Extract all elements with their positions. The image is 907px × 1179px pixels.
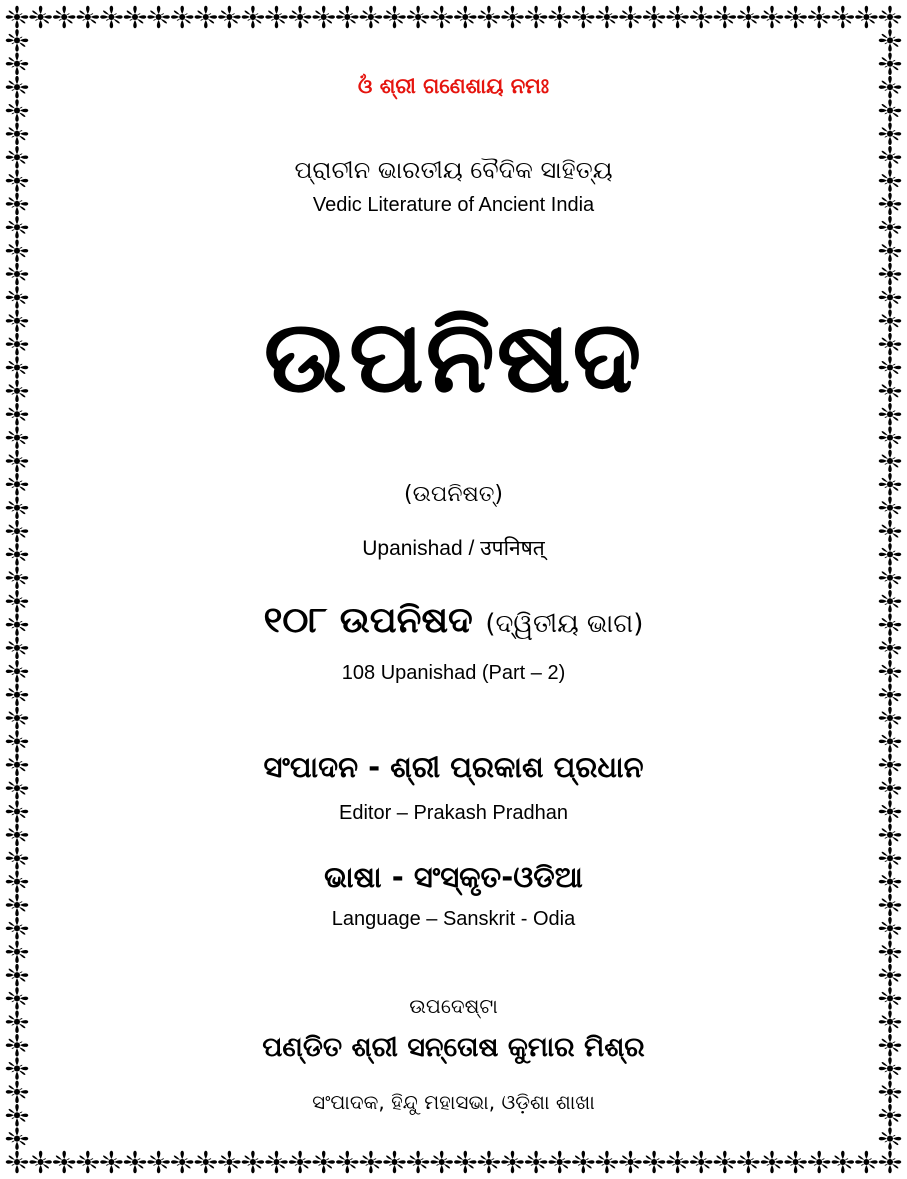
floral-ornament-icon — [879, 824, 902, 847]
floral-ornament-icon — [596, 6, 619, 29]
floral-ornament-icon — [6, 263, 29, 286]
floral-ornament-icon — [879, 1034, 902, 1057]
floral-ornament-icon — [29, 1151, 52, 1174]
floral-ornament-icon — [879, 76, 902, 99]
floral-ornament-icon — [879, 403, 902, 426]
floral-ornament-icon — [879, 660, 902, 683]
floral-ornament-icon — [761, 6, 784, 29]
floral-ornament-icon — [6, 333, 29, 356]
floral-ornament-icon — [832, 1151, 855, 1174]
floral-ornament-icon — [147, 1151, 170, 1174]
floral-ornament-icon — [879, 917, 902, 940]
editor-english: Editor – Prakash Pradhan — [338, 802, 569, 824]
floral-ornament-icon — [619, 1151, 642, 1174]
floral-ornament-icon — [6, 239, 29, 262]
floral-ornament-icon — [6, 29, 29, 52]
floral-ornament-icon — [6, 193, 29, 216]
floral-ornament-icon — [879, 894, 902, 917]
editor-odia: ସଂପାଦନ - ଶ୍ରୀ ପ୍ରକାଶ ପ୍ରଧାନ — [263, 750, 644, 784]
floral-ornament-icon — [879, 1057, 902, 1080]
floral-ornament-icon — [6, 310, 29, 333]
floral-ornament-icon — [879, 1011, 902, 1034]
series-part-odia: (ଦ୍ୱିତୀୟ ଭାଗ) — [485, 609, 644, 639]
floral-ornament-icon — [6, 76, 29, 99]
floral-ornament-icon — [6, 1057, 29, 1080]
floral-ornament-icon — [478, 1151, 501, 1174]
floral-ornament-icon — [879, 543, 902, 566]
floral-ornament-icon — [879, 426, 902, 449]
floral-ornament-icon — [6, 894, 29, 917]
floral-ornament-icon — [643, 1151, 666, 1174]
floral-ornament-icon — [879, 216, 902, 239]
floral-ornament-icon — [879, 123, 902, 146]
floral-ornament-icon — [879, 730, 902, 753]
floral-ornament-icon — [147, 6, 170, 29]
floral-ornament-icon — [761, 1151, 784, 1174]
floral-ornament-icon — [360, 1151, 383, 1174]
floral-ornament-icon — [383, 6, 406, 29]
floral-ornament-icon — [879, 800, 902, 823]
floral-ornament-icon — [879, 286, 902, 309]
floral-ornament-icon — [643, 6, 666, 29]
floral-ornament-icon — [6, 1151, 29, 1174]
floral-ornament-icon — [548, 1151, 571, 1174]
floral-ornament-icon — [879, 683, 902, 706]
floral-ornament-icon — [525, 6, 548, 29]
series-title — [60, 600, 847, 642]
floral-ornament-icon — [6, 380, 29, 403]
floral-ornament-icon — [879, 590, 902, 613]
title-transliteration: Upanishad / उपनिषत् — [362, 537, 545, 560]
floral-ornament-icon — [360, 6, 383, 29]
floral-ornament-icon — [6, 1127, 29, 1150]
floral-ornament-icon — [242, 1151, 265, 1174]
floral-ornament-icon — [6, 824, 29, 847]
floral-ornament-icon — [666, 6, 689, 29]
floral-ornament-icon — [6, 777, 29, 800]
floral-ornament-icon — [879, 707, 902, 730]
floral-ornament-icon — [6, 169, 29, 192]
floral-ornament-icon — [525, 1151, 548, 1174]
floral-ornament-icon — [312, 1151, 335, 1174]
floral-ornament-icon — [218, 6, 241, 29]
floral-ornament-icon — [619, 6, 642, 29]
floral-ornament-icon — [879, 146, 902, 169]
floral-ornament-icon — [336, 6, 359, 29]
floral-ornament-icon — [879, 987, 902, 1010]
floral-ornament-icon — [6, 356, 29, 379]
floral-ornament-icon — [855, 6, 878, 29]
floral-ornament-icon — [6, 1104, 29, 1127]
advisor-name: ପଣ୍ଡିତ ଶ୍ରୀ ସନ୍ତୋଷ କୁମାର ମିଶ୍ର — [262, 1032, 645, 1063]
floral-ornament-icon — [6, 800, 29, 823]
floral-ornament-icon — [832, 6, 855, 29]
floral-ornament-icon — [879, 193, 902, 216]
floral-ornament-icon — [6, 286, 29, 309]
floral-ornament-icon — [879, 754, 902, 777]
floral-ornament-icon — [6, 637, 29, 660]
floral-ornament-icon — [690, 1151, 713, 1174]
floral-ornament-icon — [6, 1011, 29, 1034]
language-english: Language – Sanskrit - Odia — [331, 908, 576, 930]
floral-ornament-icon — [596, 1151, 619, 1174]
floral-ornament-icon — [714, 1151, 737, 1174]
floral-ornament-icon — [879, 99, 902, 122]
floral-ornament-icon — [879, 1151, 902, 1174]
floral-ornament-icon — [6, 426, 29, 449]
floral-ornament-icon — [6, 590, 29, 613]
floral-ornament-icon — [6, 660, 29, 683]
floral-ornament-icon — [6, 987, 29, 1010]
floral-ornament-icon — [407, 6, 430, 29]
floral-ornament-icon — [195, 6, 218, 29]
floral-ornament-icon — [6, 146, 29, 169]
floral-ornament-icon — [879, 777, 902, 800]
floral-ornament-icon — [6, 99, 29, 122]
floral-ornament-icon — [6, 964, 29, 987]
floral-ornament-icon — [737, 1151, 760, 1174]
floral-ornament-icon — [312, 6, 335, 29]
floral-ornament-icon — [6, 123, 29, 146]
floral-ornament-icon — [879, 473, 902, 496]
floral-ornament-icon — [879, 940, 902, 963]
floral-ornament-icon — [6, 496, 29, 519]
floral-ornament-icon — [383, 1151, 406, 1174]
floral-ornament-icon — [879, 1127, 902, 1150]
floral-ornament-icon — [77, 6, 100, 29]
main-title: ଉପନିଷଦ — [263, 298, 644, 415]
floral-ornament-icon — [53, 6, 76, 29]
floral-ornament-icon — [879, 263, 902, 286]
advisor-description: ସଂପାଦକ, ହିନ୍ଦୁ ମହାସଭା, ଓଡ଼ିଶା ଶାଖା — [312, 1090, 595, 1114]
floral-ornament-icon — [171, 6, 194, 29]
floral-ornament-icon — [879, 870, 902, 893]
floral-ornament-icon — [879, 613, 902, 636]
floral-ornament-icon — [454, 1151, 477, 1174]
floral-ornament-icon — [879, 1104, 902, 1127]
floral-ornament-icon — [124, 6, 147, 29]
floral-ornament-icon — [77, 1151, 100, 1174]
floral-ornament-icon — [53, 1151, 76, 1174]
floral-ornament-icon — [6, 1081, 29, 1104]
floral-ornament-icon — [6, 754, 29, 777]
floral-ornament-icon — [430, 6, 453, 29]
floral-ornament-icon — [242, 6, 265, 29]
floral-ornament-icon — [501, 1151, 524, 1174]
floral-ornament-icon — [737, 6, 760, 29]
floral-ornament-icon — [454, 6, 477, 29]
floral-ornament-icon — [666, 1151, 689, 1174]
floral-ornament-icon — [6, 847, 29, 870]
floral-ornament-icon — [6, 940, 29, 963]
floral-ornament-icon — [6, 543, 29, 566]
language-odia: ଭାଷା - ସଂସ୍କୃତ-ଓଡିଆ — [324, 860, 583, 894]
floral-ornament-icon — [265, 6, 288, 29]
floral-ornament-icon — [218, 1151, 241, 1174]
floral-ornament-icon — [6, 870, 29, 893]
floral-ornament-icon — [879, 1081, 902, 1104]
floral-ornament-icon — [171, 1151, 194, 1174]
floral-ornament-icon — [879, 169, 902, 192]
floral-ornament-icon — [407, 1151, 430, 1174]
floral-ornament-icon — [879, 520, 902, 543]
subtitle-english: Vedic Literature of Ancient India — [312, 194, 595, 216]
floral-ornament-icon — [6, 917, 29, 940]
floral-ornament-icon — [100, 1151, 123, 1174]
floral-ornament-icon — [572, 1151, 595, 1174]
floral-ornament-icon — [690, 6, 713, 29]
floral-ornament-icon — [879, 6, 902, 29]
floral-ornament-icon — [6, 683, 29, 706]
floral-ornament-icon — [784, 1151, 807, 1174]
floral-ornament-icon — [572, 6, 595, 29]
invocation-text: ଓଁ ଶ୍ରୀ ଗଣେଶାୟ ନମଃ — [357, 74, 550, 98]
floral-ornament-icon — [6, 216, 29, 239]
floral-ornament-icon — [808, 1151, 831, 1174]
floral-ornament-icon — [6, 567, 29, 590]
floral-ornament-icon — [6, 707, 29, 730]
floral-ornament-icon — [784, 6, 807, 29]
floral-ornament-icon — [478, 6, 501, 29]
floral-ornament-icon — [29, 6, 52, 29]
series-title-odia: ୧୦୮ ଉପନିଷଦ — [263, 600, 473, 641]
floral-ornament-icon — [6, 473, 29, 496]
floral-ornament-icon — [879, 567, 902, 590]
cover-content — [60, 60, 847, 1120]
subtitle-odia: ପ୍ରାଚୀନ ଭାରତୀୟ ବୈଦିକ ସାହିତ୍ୟ — [294, 156, 613, 184]
floral-ornament-icon — [879, 450, 902, 473]
floral-ornament-icon — [808, 6, 831, 29]
floral-ornament-icon — [879, 310, 902, 333]
floral-ornament-icon — [124, 1151, 147, 1174]
floral-ornament-icon — [879, 496, 902, 519]
floral-ornament-icon — [879, 964, 902, 987]
floral-ornament-icon — [6, 1034, 29, 1057]
title-variant-odia: (ଉପନିଷତ୍) — [403, 482, 504, 507]
floral-ornament-icon — [6, 730, 29, 753]
floral-ornament-icon — [879, 380, 902, 403]
floral-ornament-icon — [6, 6, 29, 29]
floral-ornament-icon — [879, 847, 902, 870]
floral-ornament-icon — [879, 333, 902, 356]
floral-ornament-icon — [336, 1151, 359, 1174]
advisor-label: ଉପଦେଷ୍ଟା — [409, 994, 498, 1018]
floral-ornament-icon — [501, 6, 524, 29]
floral-ornament-icon — [855, 1151, 878, 1174]
floral-ornament-icon — [879, 356, 902, 379]
floral-ornament-icon — [6, 450, 29, 473]
floral-ornament-icon — [548, 6, 571, 29]
series-english: 108 Upanishad (Part – 2) — [341, 662, 566, 684]
floral-ornament-icon — [6, 613, 29, 636]
floral-ornament-icon — [289, 6, 312, 29]
floral-ornament-icon — [879, 239, 902, 262]
floral-ornament-icon — [430, 1151, 453, 1174]
floral-ornament-icon — [879, 637, 902, 660]
floral-ornament-icon — [714, 6, 737, 29]
floral-ornament-icon — [6, 52, 29, 74]
floral-ornament-icon — [6, 520, 29, 543]
floral-ornament-icon — [195, 1151, 218, 1174]
floral-ornament-icon — [265, 1151, 288, 1174]
floral-ornament-icon — [879, 52, 902, 74]
floral-ornament-icon — [879, 29, 902, 52]
floral-ornament-icon — [6, 403, 29, 426]
floral-ornament-icon — [100, 6, 123, 29]
floral-ornament-icon — [289, 1151, 312, 1174]
